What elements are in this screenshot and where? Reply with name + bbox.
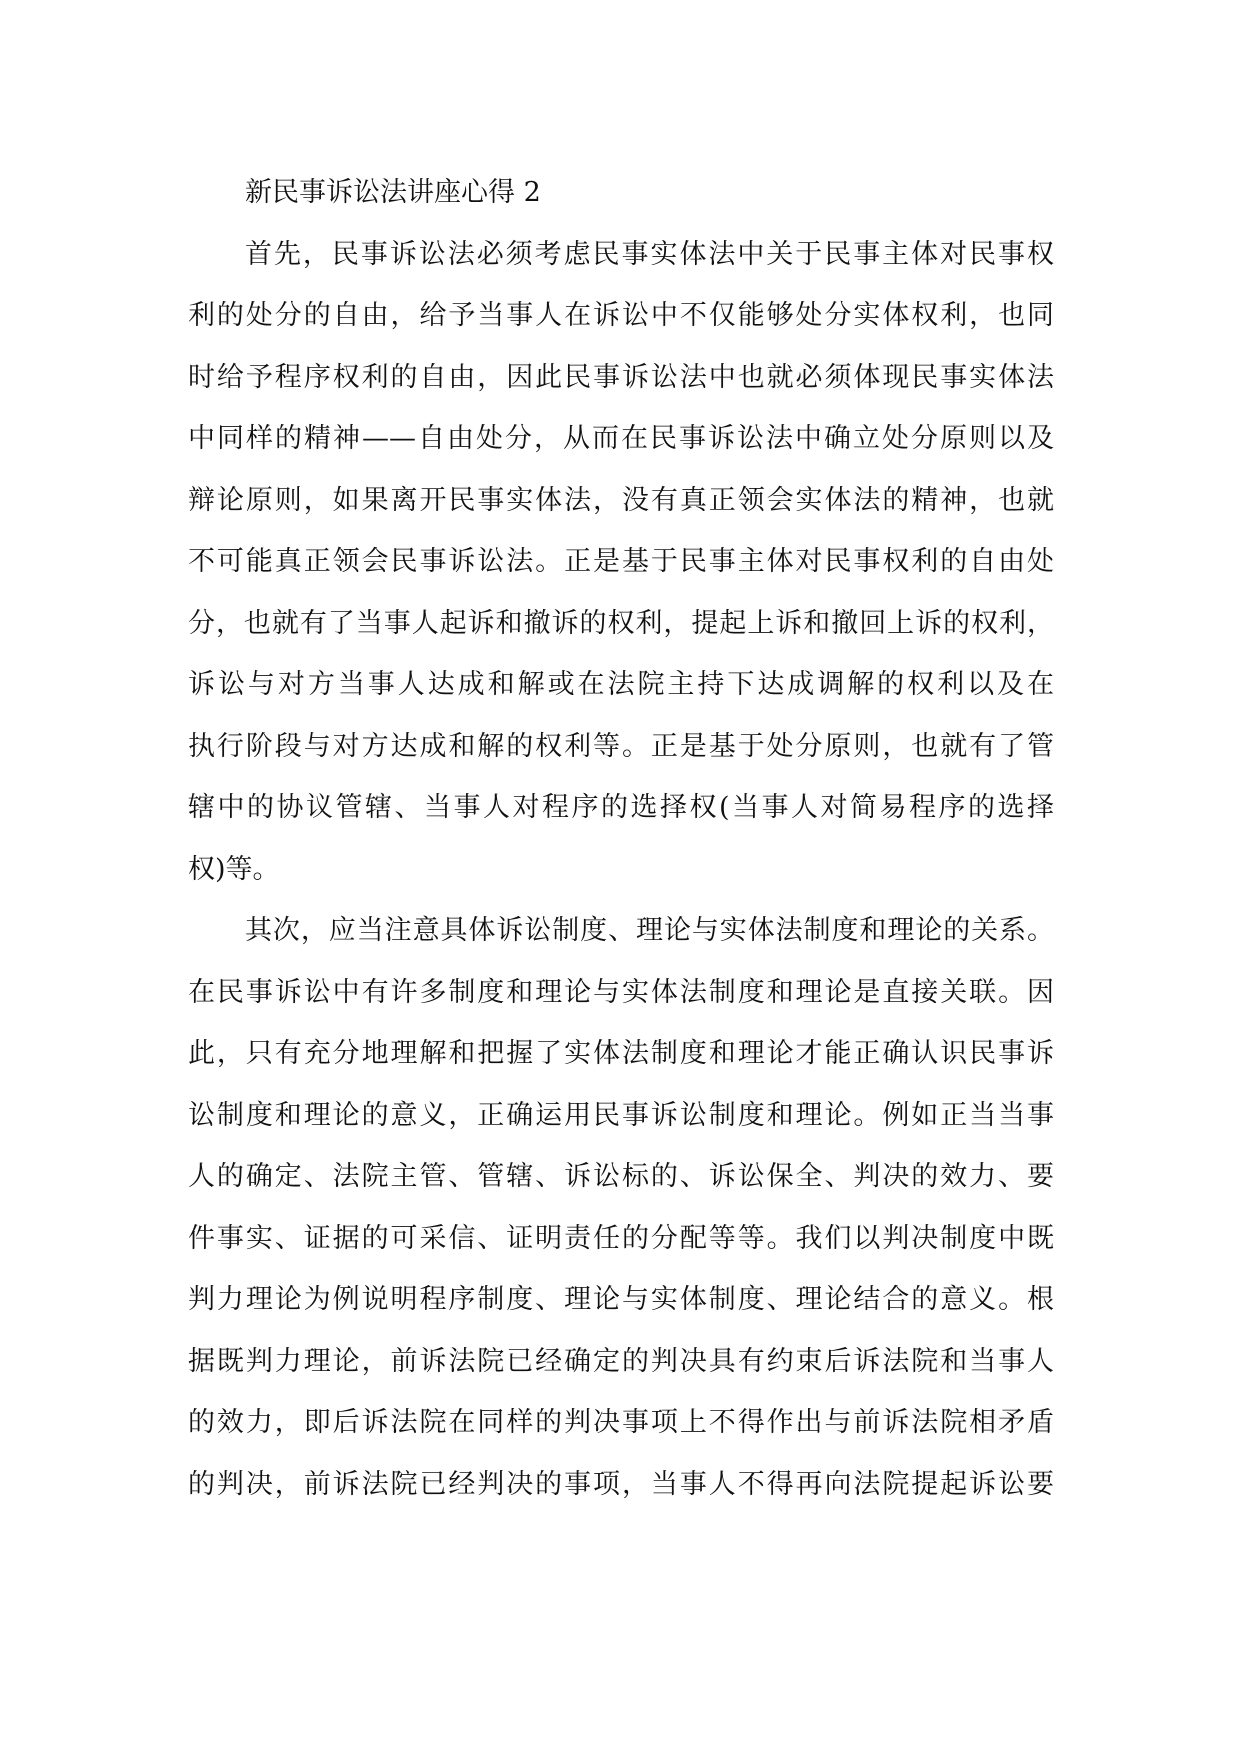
- text-line: 讼制度和理论的意义，正确运用民事诉讼制度和理论。例如正当当事: [188, 1099, 1054, 1131]
- text-line: 在民事诉讼中有许多制度和理论与实体法制度和理论是直接关联。因: [188, 976, 1054, 1008]
- paragraph-1: [188, 224, 1054, 901]
- text-line: 的效力，即后诉法院在同样的判决事项上不得作出与前诉法院相矛盾: [188, 1407, 1054, 1438]
- document-body: [188, 162, 1054, 1515]
- text-line: 件事实、证据的可采信、证明责任的分配等等。我们以判决制度中既: [188, 1222, 1054, 1254]
- text-line: 此，只有充分地理解和把握了实体法制度和理论才能正确认识民事诉: [188, 1038, 1054, 1069]
- text-line: 中同样的精神——自由处分，从而在民事诉讼法中确立处分原则以及: [188, 423, 1054, 454]
- text-line: 辩论原则，如果离开民事实体法，没有真正领会实体法的精神，也就: [188, 484, 1054, 516]
- text-line: 判力理论为例说明程序制度、理论与实体制度、理论结合的意义。根: [188, 1284, 1054, 1315]
- text-line: 权)等。: [188, 853, 280, 885]
- paragraph-2: [188, 900, 1054, 1515]
- text-line: 据既判力理论，前诉法院已经确定的判决具有约束后诉法院和当事人: [188, 1345, 1054, 1377]
- text-line: 首先，民事诉讼法必须考虑民事实体法中关于民事主体对民事权: [245, 238, 1054, 270]
- text-line: 其次，应当注意具体诉讼制度、理论与实体法制度和理论的关系。: [245, 915, 1054, 946]
- document-title: 新民事诉讼法讲座心得 2: [245, 177, 541, 208]
- text-line: 的判决，前诉法院已经判决的事项，当事人不得再向法院提起诉讼要: [188, 1468, 1054, 1500]
- text-line: 利的处分的自由，给予当事人在诉讼中不仅能够处分实体权利，也同: [188, 300, 1054, 331]
- text-line: 时给予程序权利的自由，因此民事诉讼法中也就必须体现民事实体法: [188, 361, 1054, 393]
- text-line: 执行阶段与对方达成和解的权利等。正是基于处分原则，也就有了管: [188, 730, 1054, 762]
- text-line: 人的确定、法院主管、管辖、诉讼标的、诉讼保全、判决的效力、要: [188, 1161, 1054, 1192]
- text-line: 辖中的协议管辖、当事人对程序的选择权(当事人对简易程序的选择: [188, 792, 1054, 823]
- text-line: 诉讼与对方当事人达成和解或在法院主持下达成调解的权利以及在: [188, 669, 1054, 700]
- text-line: 不可能真正领会民事诉讼法。正是基于民事主体对民事权利的自由处: [188, 546, 1054, 577]
- text-line: 分，也就有了当事人起诉和撤诉的权利，提起上诉和撤回上诉的权利，: [188, 607, 1054, 639]
